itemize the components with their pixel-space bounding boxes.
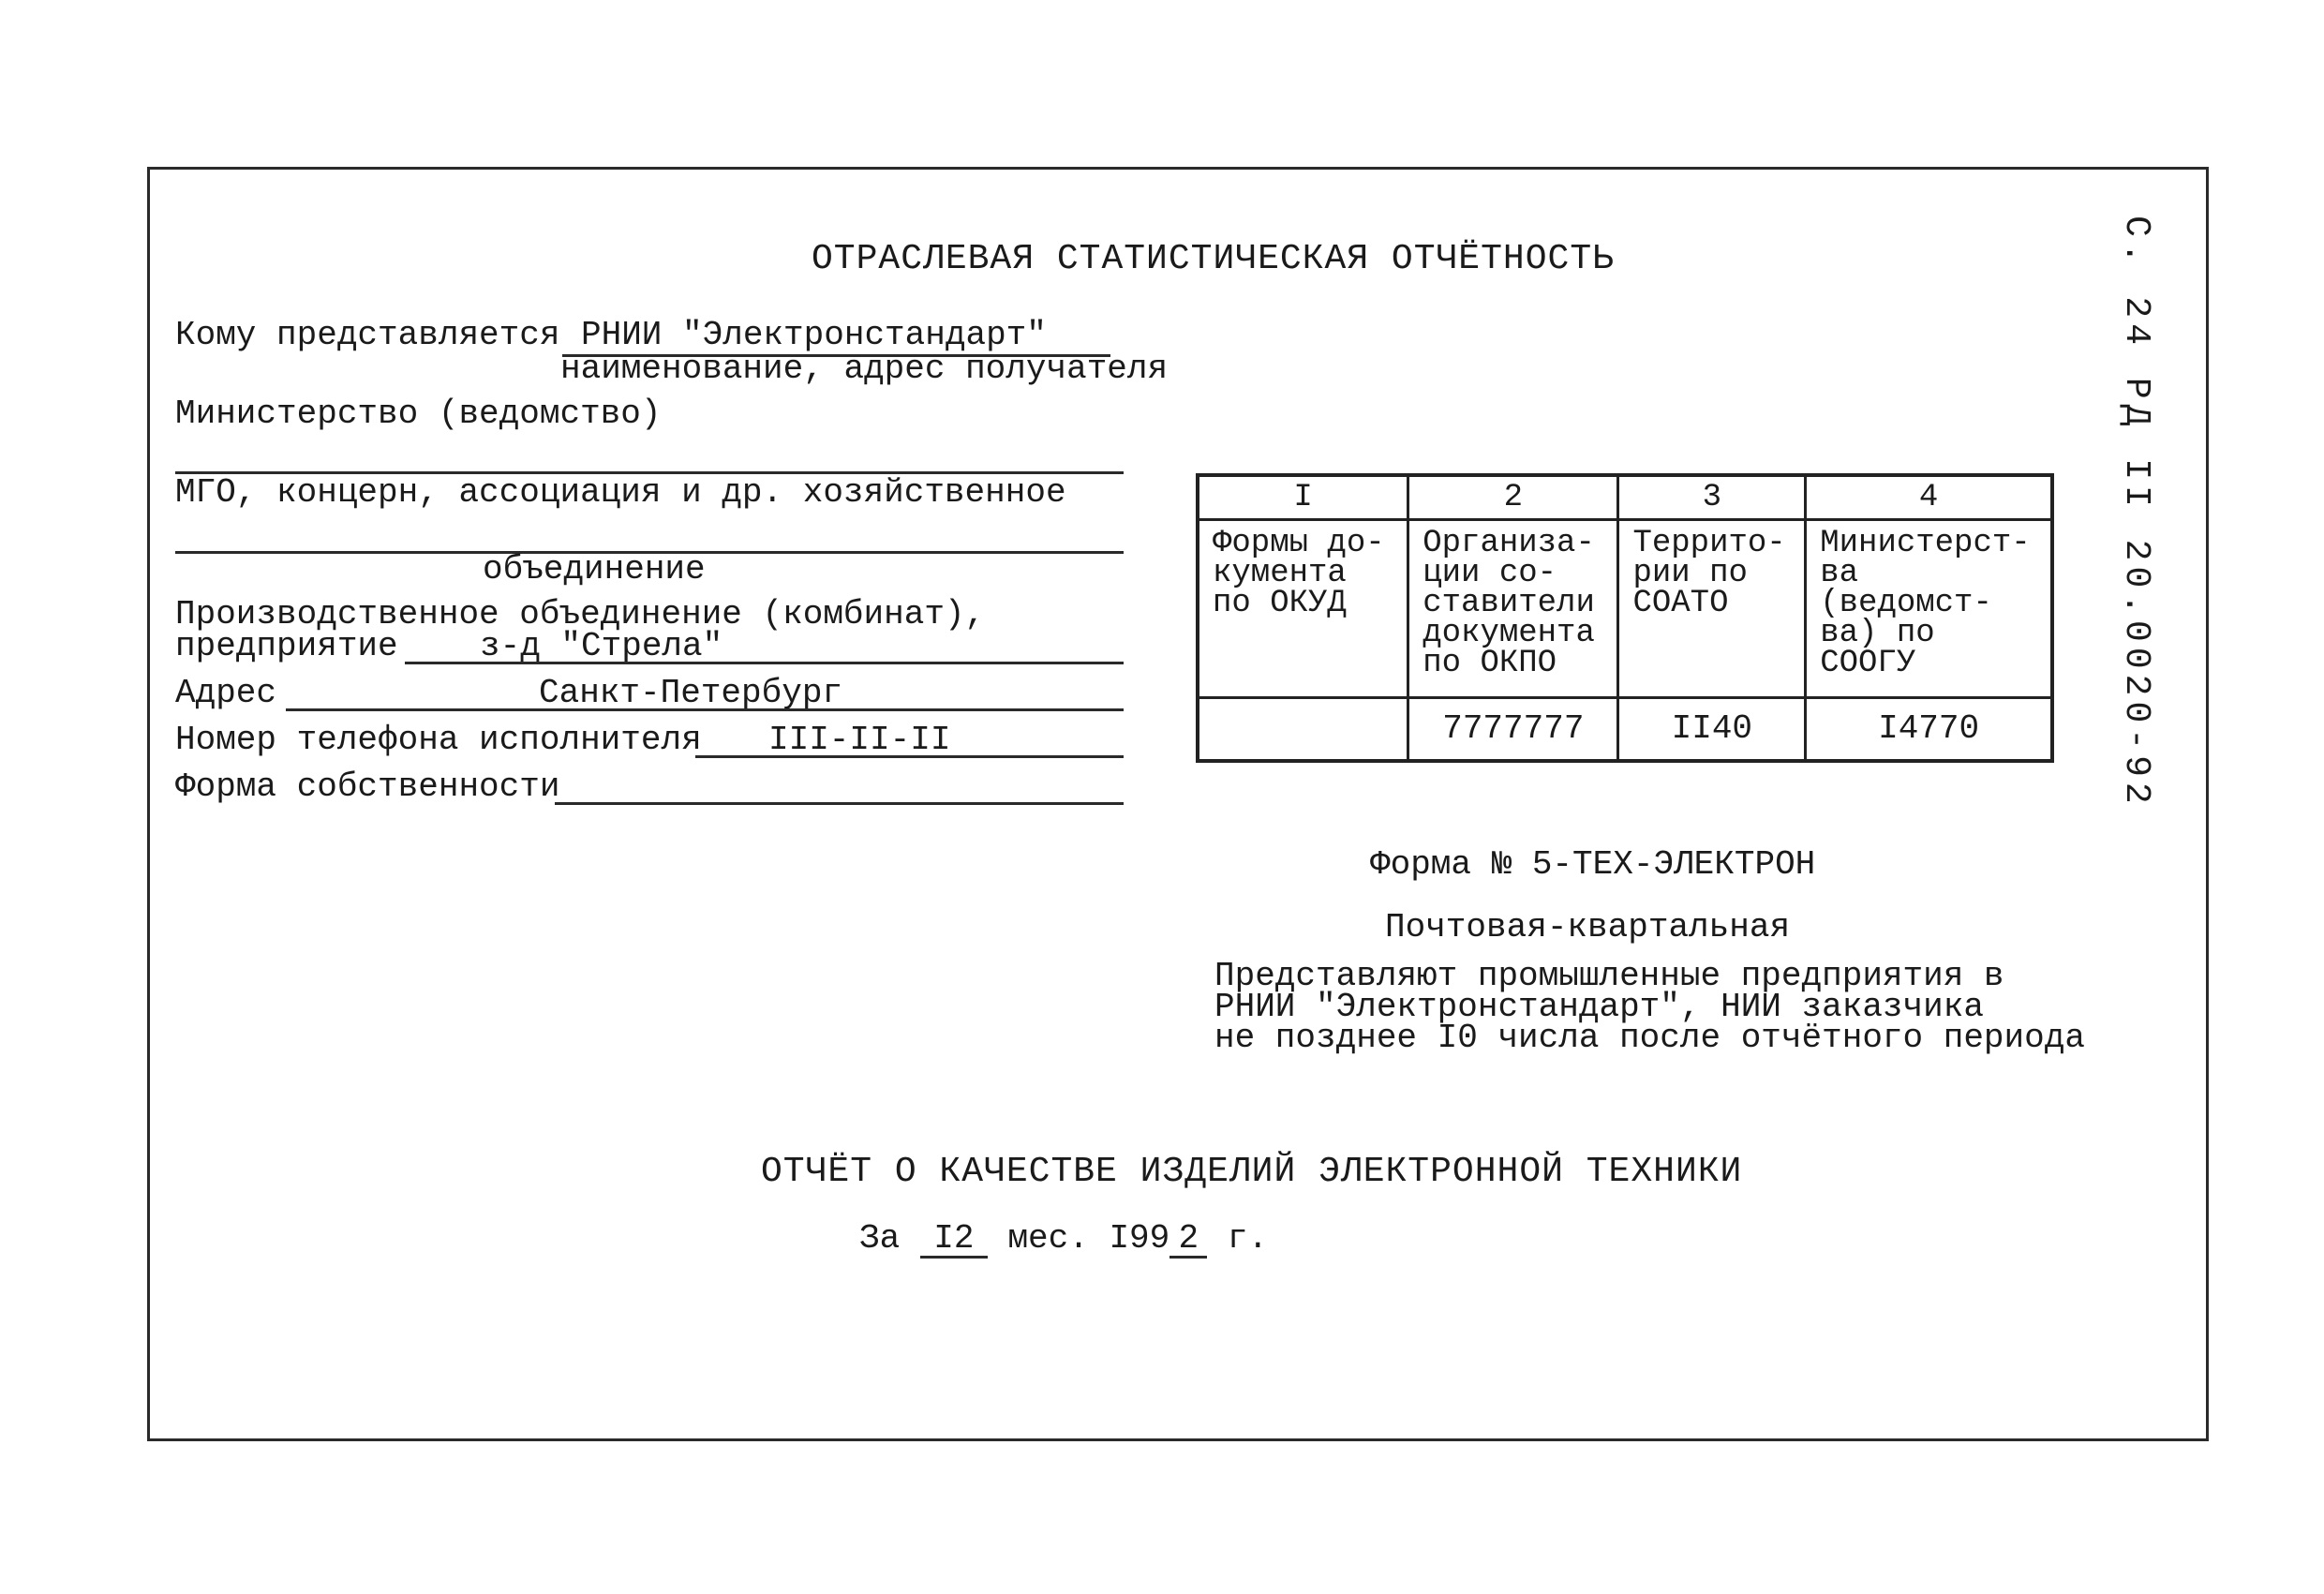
enterprise-value: з-д "Стрела" <box>480 627 723 665</box>
recipient-caption: наименование, адрес получателя <box>560 350 1169 388</box>
codes-col-number: I <box>1198 475 1408 520</box>
period-prefix: За <box>859 1219 901 1258</box>
report-title: ОТЧЁТ О КАЧЕСТВЕ ИЗДЕЛИЙ ЭЛЕКТРОННОЙ ТЕХНИКИ <box>761 1152 1743 1192</box>
form-note-line2: РНИИ "Электронстандарт", НИИ заказчика <box>1214 988 1984 1026</box>
phone-value: III-II-II <box>768 721 951 759</box>
form-note-line3: не позднее I0 числа после отчётного периода <box>1214 1019 2085 1057</box>
address-label: Адрес <box>175 674 277 712</box>
enterprise-label-line2: предприятие <box>175 627 398 665</box>
codes-col-number: 3 <box>1618 475 1806 520</box>
period-year-suffix: г. <box>1227 1219 1269 1258</box>
codes-table-value-row <box>1198 698 2052 762</box>
page-title: ОТРАСЛЕВАЯ СТАТИСТИЧЕСКАЯ ОТЧЁТНОСТЬ <box>812 239 1615 279</box>
association-label-cont: объединение <box>483 550 706 588</box>
ministry-label: Министерство (ведомство) <box>175 395 662 433</box>
codes-table <box>1196 473 2054 763</box>
enterprise-label-line1: Производственное объединение (комбинат), <box>175 595 986 633</box>
codes-col-description: Министерст- ва (ведомст- ва) по СООГУ <box>1806 520 2052 698</box>
codes-col-value: I4770 <box>1806 698 2052 762</box>
period-year-digit: 2 <box>1169 1222 1207 1259</box>
codes-col-description: Формы до- кумента по ОКУД <box>1198 520 1408 698</box>
period-months-label: мес. I99 <box>1007 1219 1170 1258</box>
ownership-label: Форма собственности <box>175 767 560 806</box>
phone-underline <box>695 755 1124 758</box>
codes-col-value: 7777777 <box>1408 698 1618 762</box>
report-period <box>859 1219 1269 1259</box>
ownership-underline <box>555 802 1124 805</box>
enterprise-underline <box>405 662 1124 664</box>
form-number: Форма № 5-ТЕХ-ЭЛЕКТРОН <box>1370 845 1816 884</box>
document-code: С. 24 РД II 20.0020-92 <box>2116 216 2156 810</box>
codes-col-description: Организа- ции со- ставители документа по ОКПО <box>1408 520 1618 698</box>
codes-col-number: 2 <box>1408 475 1618 520</box>
recipient-value: РНИИ "Электронстандарт" <box>581 316 1047 354</box>
phone-label: Номер телефона исполнителя <box>175 721 702 759</box>
codes-col-value: II40 <box>1618 698 1806 762</box>
form-note-line1: Представляют промышленные предприятия в <box>1214 957 2004 995</box>
association-label: МГО, концерн, ассоциация и др. хозяйственное <box>175 473 1066 512</box>
codes-col-description: Террито- рии по СОАТО <box>1618 520 1806 698</box>
period-months: I2 <box>920 1222 988 1259</box>
recipient-label: Кому представляется <box>175 316 560 354</box>
codes-col-value <box>1198 698 1408 762</box>
address-value: Санкт-Петербург <box>539 674 843 712</box>
codes-table-description-row <box>1198 520 2052 698</box>
codes-col-number: 4 <box>1806 475 2052 520</box>
address-underline <box>286 708 1124 711</box>
form-type: Почтовая-квартальная <box>1385 908 1791 946</box>
codes-table-number-row <box>1198 475 2052 520</box>
